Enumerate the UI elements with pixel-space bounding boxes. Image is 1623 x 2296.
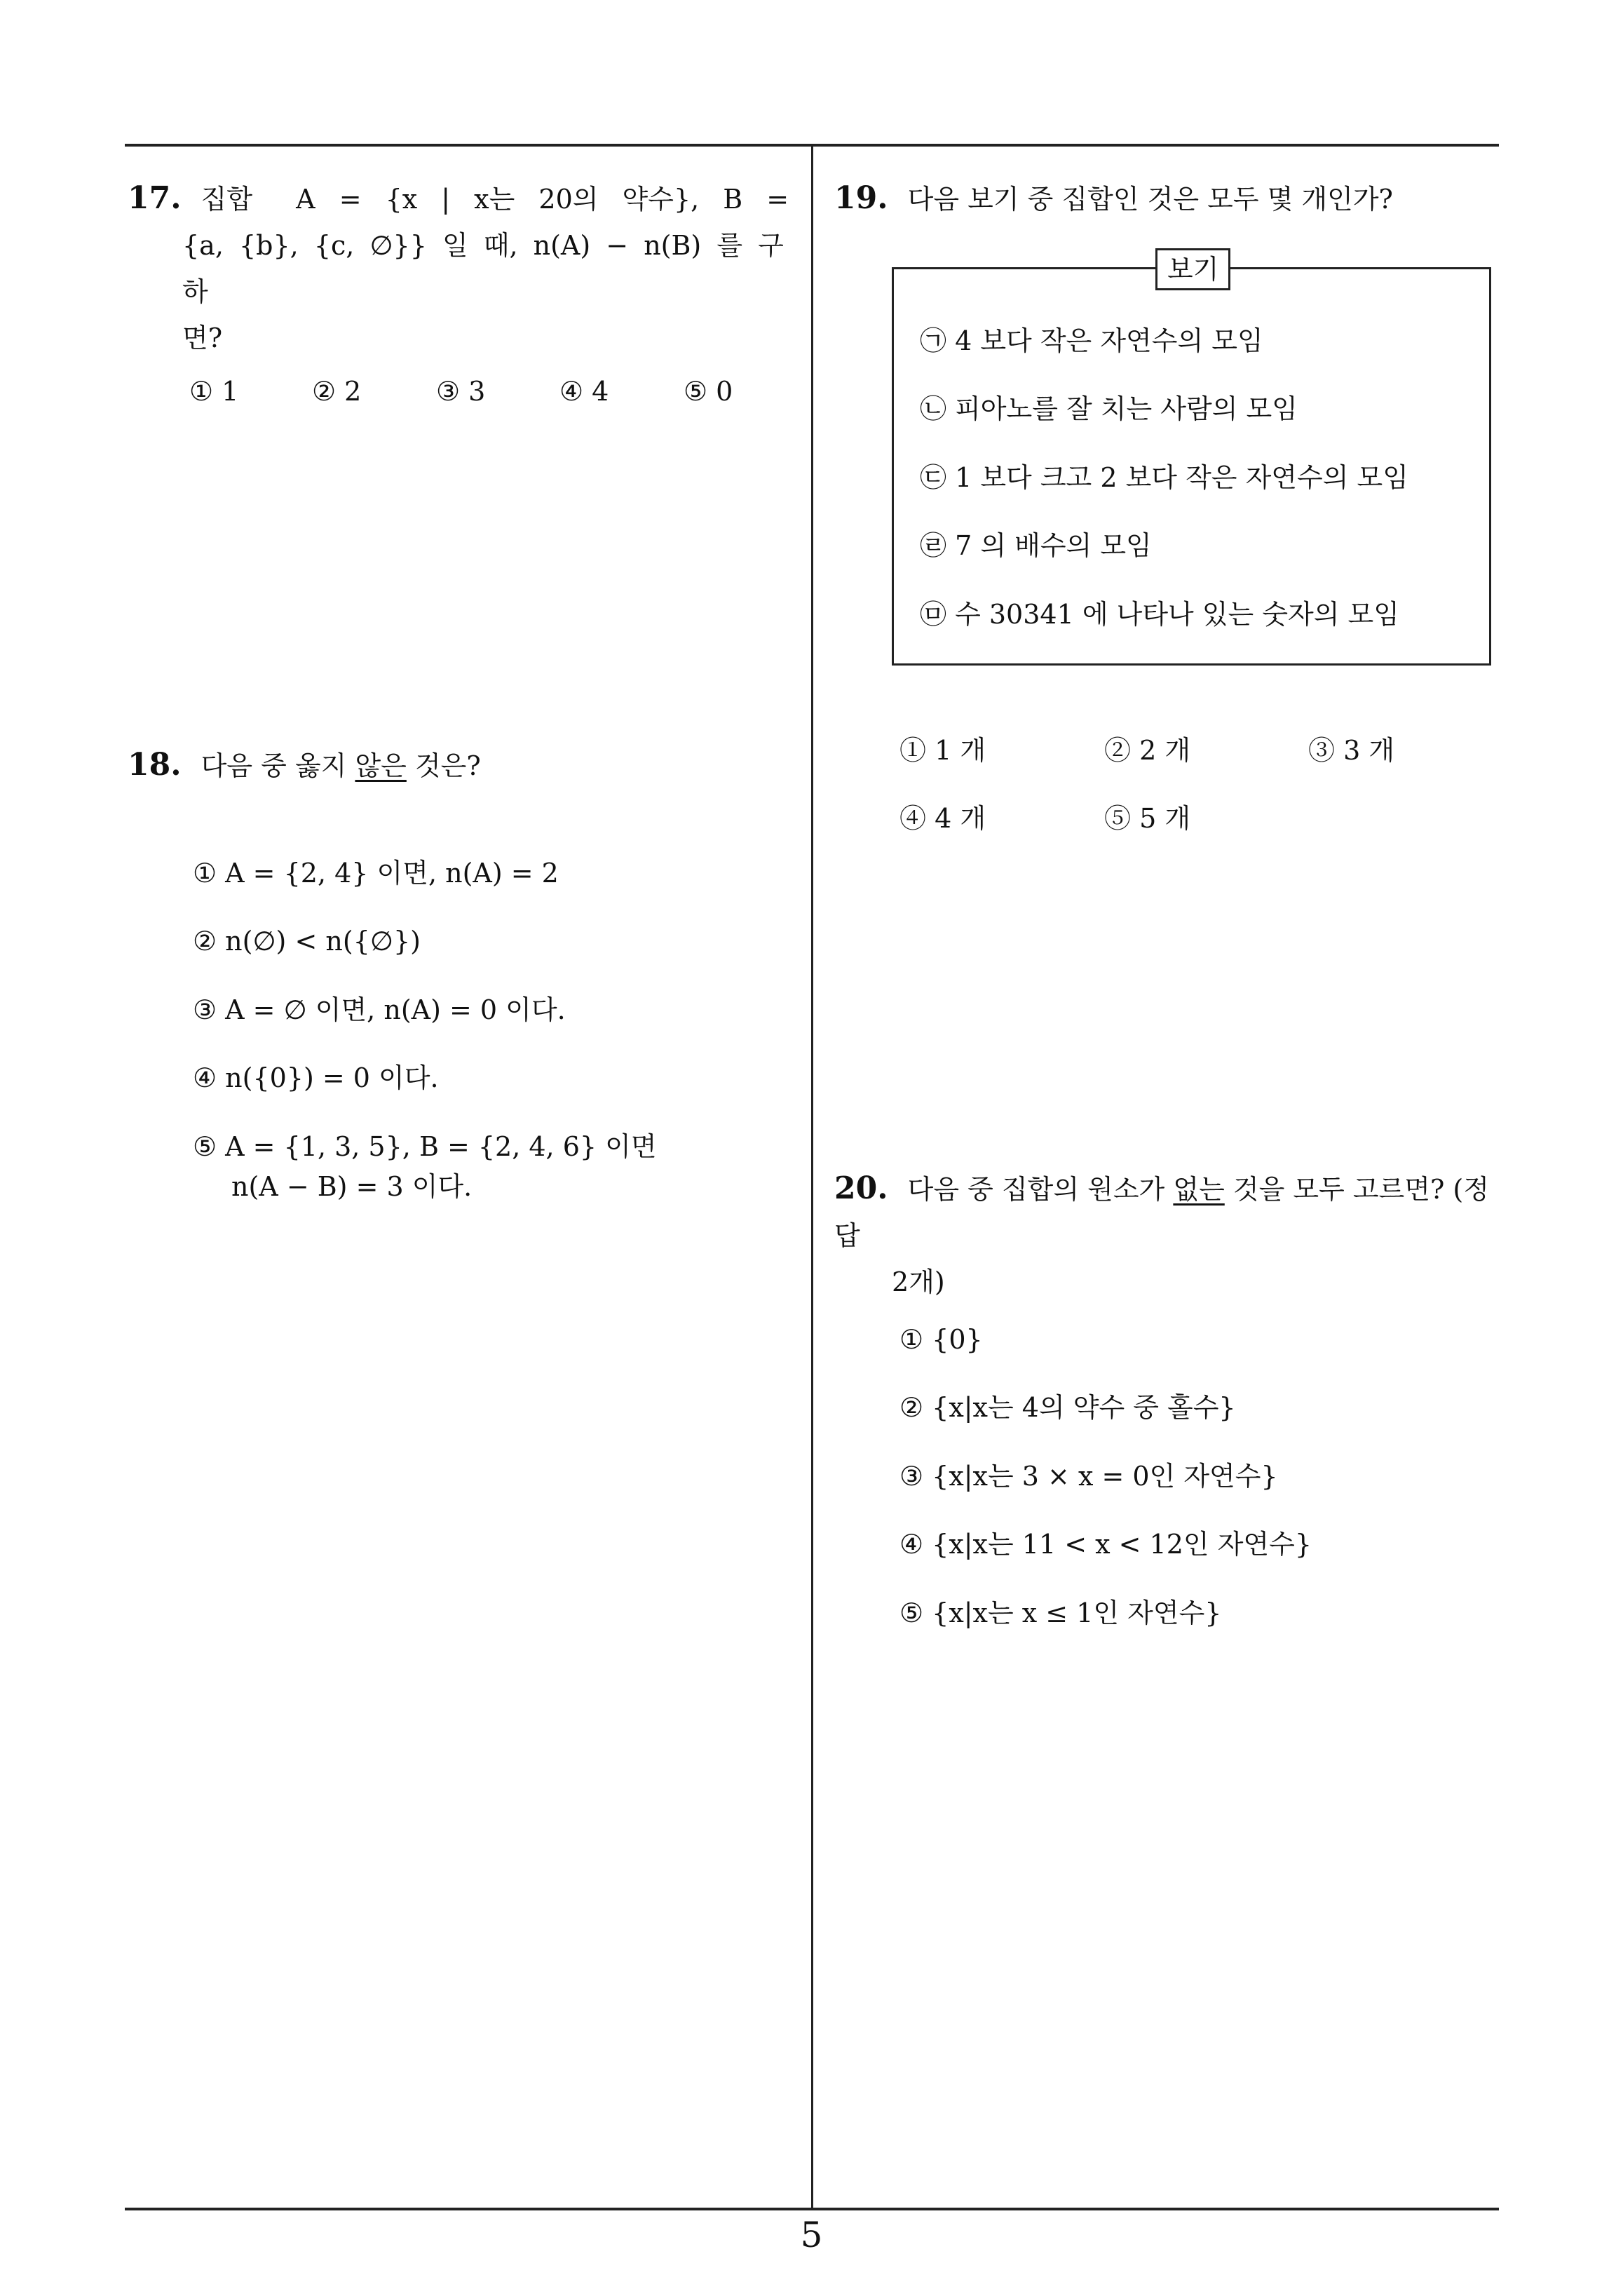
q17-choice-5[interactable]: ⑤ 0 <box>684 376 733 407</box>
question-18-number: 18. <box>128 747 182 783</box>
question-18-stem-before: 다음 중 옳지 <box>201 750 355 781</box>
question-17-line1-b: A = {x | x는 20의 약수}, B = <box>296 184 789 215</box>
q19-choice-3[interactable]: ③ 3 개 <box>1308 735 1395 766</box>
q19-choice-2[interactable]: ② 2 개 <box>1104 735 1191 766</box>
column-divider <box>811 144 813 2210</box>
q18-choice-1[interactable]: ① A = {2, 4} 이면, n(A) = 2 <box>193 858 559 889</box>
question-19 <box>834 175 1493 222</box>
question-17 <box>128 175 801 361</box>
bottom-rule <box>125 2208 1499 2210</box>
q19-choice-5[interactable]: ⑤ 5 개 <box>1104 803 1191 834</box>
q20-choice-3[interactable]: ③ {x|x는 3 × x = 0인 자연수} <box>899 1461 1278 1492</box>
question-20-stem-after: 것을 모두 고르면? (정답 <box>834 1174 1489 1251</box>
q20-choice-5[interactable]: ⑤ {x|x는 x ≤ 1인 자연수} <box>899 1598 1222 1628</box>
bogi-item-2: ㉡ 피아노를 잘 치는 사람의 모임 <box>920 393 1298 424</box>
q20-choice-1[interactable]: ① {0} <box>899 1324 983 1355</box>
q18-choice-4[interactable]: ④ n({0}) = 0 이다. <box>193 1062 439 1093</box>
bogi-title: 보기 <box>1155 248 1230 290</box>
bogi-item-4: ㉣ 7 의 배수의 모임 <box>920 530 1152 561</box>
page-number: 5 <box>800 2215 823 2255</box>
q18-choice-5[interactable]: ⑤ A = {1, 3, 5}, B = {2, 4, 6} 이면 <box>193 1131 657 1162</box>
question-17-number: 17. <box>128 180 182 216</box>
question-20 <box>834 1166 1507 1305</box>
question-20-stem-underlined: 없는 <box>1173 1174 1225 1205</box>
q19-choice-1[interactable]: ① 1 개 <box>899 735 986 766</box>
question-17-line3: 면? <box>182 323 223 353</box>
q17-choice-2[interactable]: ② 2 <box>312 376 362 407</box>
q17-choice-1[interactable]: ① 1 <box>189 376 239 407</box>
q18-choice-2[interactable]: ② n(∅) < n({∅}) <box>193 926 421 957</box>
question-18-stem-after: 것은? <box>406 750 481 781</box>
question-18-stem-underlined: 않은 <box>355 750 407 781</box>
question-20-stem-line2: 2개) <box>892 1267 945 1297</box>
q19-choice-4[interactable]: ④ 4 개 <box>899 803 986 834</box>
q20-choice-2[interactable]: ② {x|x는 4의 약수 중 홀수} <box>899 1392 1236 1423</box>
q17-choice-3[interactable]: ③ 3 <box>436 376 486 407</box>
question-18 <box>128 742 801 789</box>
q20-choice-4[interactable]: ④ {x|x는 11 < x < 12인 자연수} <box>899 1529 1312 1560</box>
bogi-item-3: ㉢ 1 보다 크고 2 보다 작은 자연수의 모임 <box>920 462 1408 493</box>
q18-choice-5-line2: n(A − B) = 3 이다. <box>231 1171 473 1202</box>
q17-choice-4[interactable]: ④ 4 <box>559 376 609 407</box>
bogi-item-1: ㉠ 4 보다 작은 자연수의 모임 <box>920 325 1263 356</box>
q18-choice-3[interactable]: ③ A = ∅ 이면, n(A) = 0 이다. <box>193 994 566 1025</box>
question-17-line2: {a, {b}, {c, ∅}} 일 때, n(A) − n(B) 를 구하 <box>182 230 784 307</box>
question-20-stem-before: 다음 중 집합의 원소가 <box>907 1174 1174 1205</box>
question-20-number: 20. <box>834 1170 888 1206</box>
question-17-line1-a: 집합 <box>201 184 253 215</box>
bogi-item-5: ㉤ 수 30341 에 나타나 있는 숫자의 모임 <box>920 599 1399 630</box>
question-19-number: 19. <box>834 180 888 216</box>
question-19-stem: 다음 보기 중 집합인 것은 모두 몇 개인가? <box>907 184 1393 215</box>
